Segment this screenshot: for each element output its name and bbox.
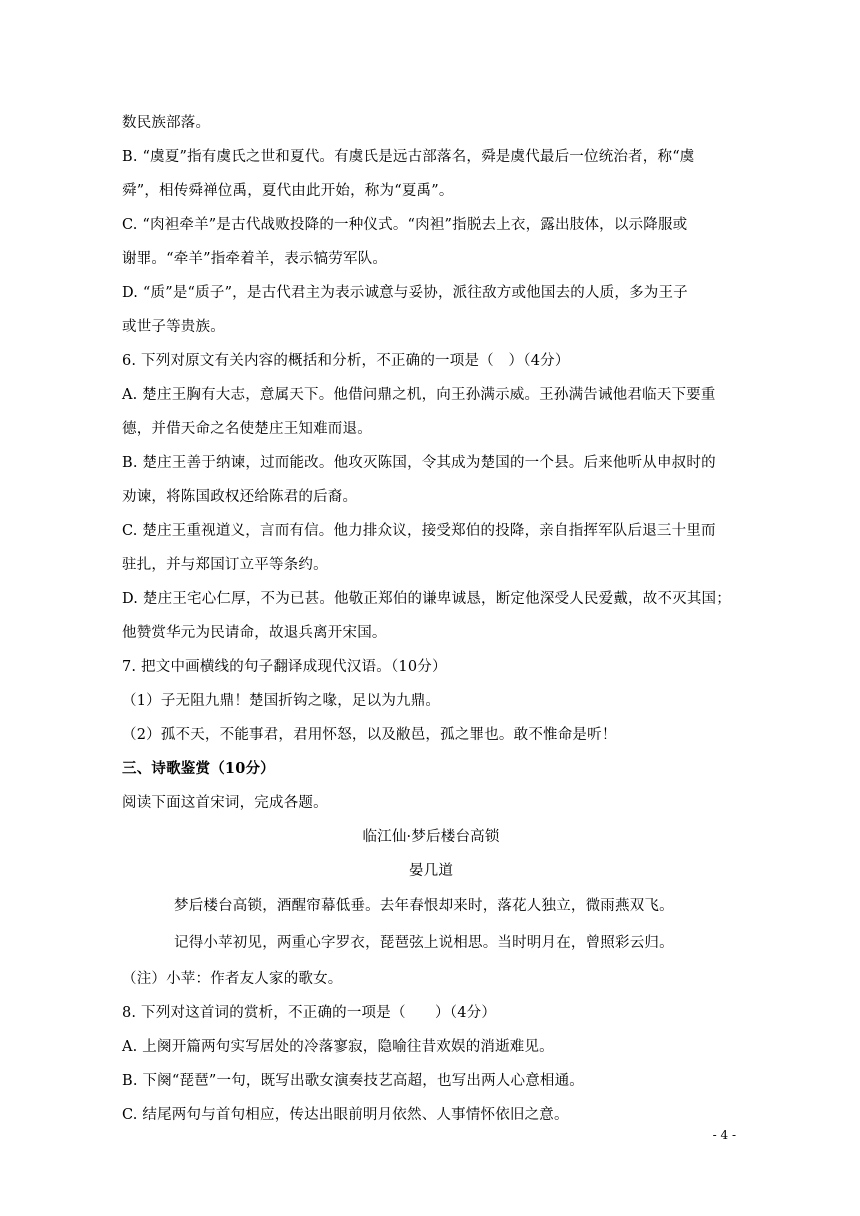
text-line: 德，并借天命之名使楚庄王知难而退。 [122, 421, 372, 437]
text-line: 驻扎，并与郑国订立平等条约。 [122, 557, 328, 573]
question-8-stem: 8. 下列对这首词的赏析，不正确的一项是（ ）（4分） [122, 1005, 497, 1021]
question-6-stem: 6. 下列对原文有关内容的概括和分析，不正确的一项是（ ）（4分） [122, 353, 570, 369]
question-7-stem: 7. 把文中画横线的句子翻译成现代汉语。（10分） [122, 659, 447, 675]
option-d-text: D. “质”是“质子”，是古代君主为表示诚意与妥协，派往敌方或他国去的人质，多为王子 [122, 285, 688, 301]
option-b-text: B. “虞夏”指有虞氏之世和夏代。有虞氏是远古部落名，舜是虞代最后一位统治者，称“虞 [122, 149, 695, 165]
q7-sentence-2: （2）孤不天，不能事君，君用怀怒，以及敝邑，孤之罪也。敢不惟命是听！ [122, 727, 617, 743]
q6-option-d: D. 楚庄王宅心仁厚，不为已甚。他敬正郑伯的谦卑诚恳，断定他深受人民爱戴，故不灭其国； [122, 591, 731, 607]
option-c-text: C. “肉袒牵羊”是古代战败投降的一种仪式。“肉袒”指脱去上衣，露出肢体，以示降服或 [122, 217, 688, 233]
q8-option-b: B. 下阕“琵琶”一句，既写出歌女演奏技艺高超，也写出两人心意相通。 [122, 1073, 584, 1089]
poem-stanza-2: 记得小苹初见，两重心字罗衣，琵琶弦上说相思。当时明月在，曾照彩云归。 [174, 935, 674, 951]
document-body [122, 106, 740, 1132]
text-line: 他赞赏华元为民请命，故退兵离开宋国。 [122, 625, 387, 641]
text-line: 或世子等贵族。 [122, 319, 225, 335]
poem-title: 临江仙·梦后楼台高锁 [362, 829, 500, 845]
section-heading: 三、诗歌鉴赏（10分） [122, 760, 275, 777]
page-number: - 4 - [712, 1128, 736, 1142]
text-line: 劝谏，将陈国政权还给陈君的后裔。 [122, 489, 358, 505]
q6-option-a: A. 楚庄王胸有大志，意属天下。他借问鼎之机，向王孙满示威。王孙满告诫他君临天下要重 [122, 387, 716, 403]
q8-option-a: A. 上阕开篇两句实写居处的冷落寥寂，隐喻往昔欢娱的消逝难见。 [122, 1039, 554, 1055]
poem-stanza-1: 梦后楼台高锁，酒醒帘幕低垂。去年春恨却来时，落花人独立，微雨燕双飞。 [174, 898, 674, 914]
poem-author: 晏几道 [408, 863, 454, 879]
q6-option-b: B. 楚庄王善于纳谏，过而能改。他攻灭陈国，令其成为楚国的一个县。后来他听从申叔时的 [122, 455, 716, 471]
instruction: 阅读下面这首宋词，完成各题。 [122, 795, 328, 811]
text-line: 数民族部落。 [122, 115, 211, 131]
q6-option-c: C. 楚庄王重视道义，言而有信。他力排众议，接受郑伯的投降，亲自指挥军队后退三十里而 [122, 523, 716, 539]
q8-option-c: C. 结尾两句与首句相应，传达出眼前明月依然、人事情怀依旧之意。 [122, 1107, 569, 1123]
text-line: 谢罪。“牵羊”指牵着羊，表示犒劳军队。 [122, 251, 388, 267]
text-line: 舜”，相传舜禅位禹，夏代由此开始，称为“夏禹”。 [122, 183, 454, 199]
q7-sentence-1: （1）子无阻九鼎！楚国折钩之喙，足以为九鼎。 [122, 693, 441, 709]
poem-note: （注）小苹：作者友人家的歌女。 [122, 971, 343, 987]
